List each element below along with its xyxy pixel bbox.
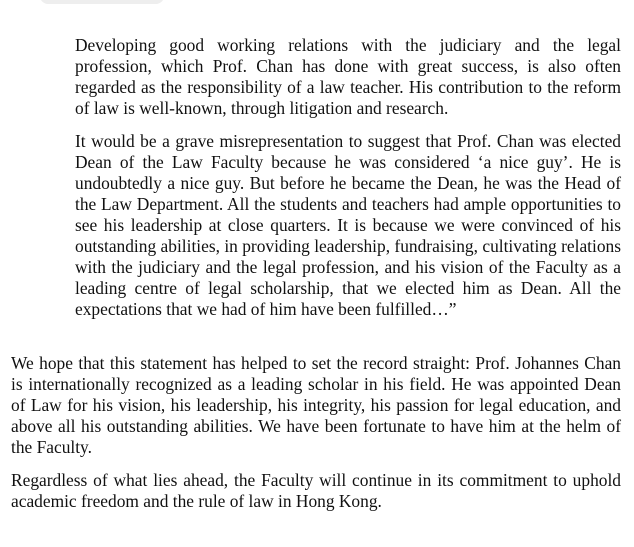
statement-paragraph-record: We hope that this statement has helped to set the record straight: Prof. Johannes Chan is internationally recognized as a leading scholar in his field. He was appointed Dean of Law for his vision, his leadership, his integrity, his passion for legal education, and above all his outstanding abilities. We have been fortunate to have him at the helm of the Faculty. [11,353,621,457]
quoted-paragraph-dean-election: It would be a grave misrepresentation to suggest that Prof. Chan was elected Dean of the Law Faculty because he was considered ‘a nice guy’. He is undoubtedly a nice guy. But before he became the Dean, he was the Head of the Law Department. All the students and teachers had ample opportunities to see his leadership at close quarters. It is because we were convinced of his outstanding abilities, in providing leadership, fundraising, cultivating relations with the judiciary and the legal profession, and his vision of the Faculty as a leading centre of legal scholarship, that we elected him as Dean. All the expectations that we had of him have been fulfilled…” [75,131,621,319]
top-tab-decoration [40,0,164,4]
statement-paragraph-commitment: Regardless of what lies ahead, the Faculty will continue in its commitment to uphold academic freedom and the rule of law in Hong Kong. [11,470,621,511]
quoted-paragraph-relations: Developing good working relations with the judiciary and the legal profession, which Prof. Chan has done with great success, is also often regarded as the responsibility of a law teacher. His contribution to the reform of law is well-known, through litigation and research. [75,35,621,118]
